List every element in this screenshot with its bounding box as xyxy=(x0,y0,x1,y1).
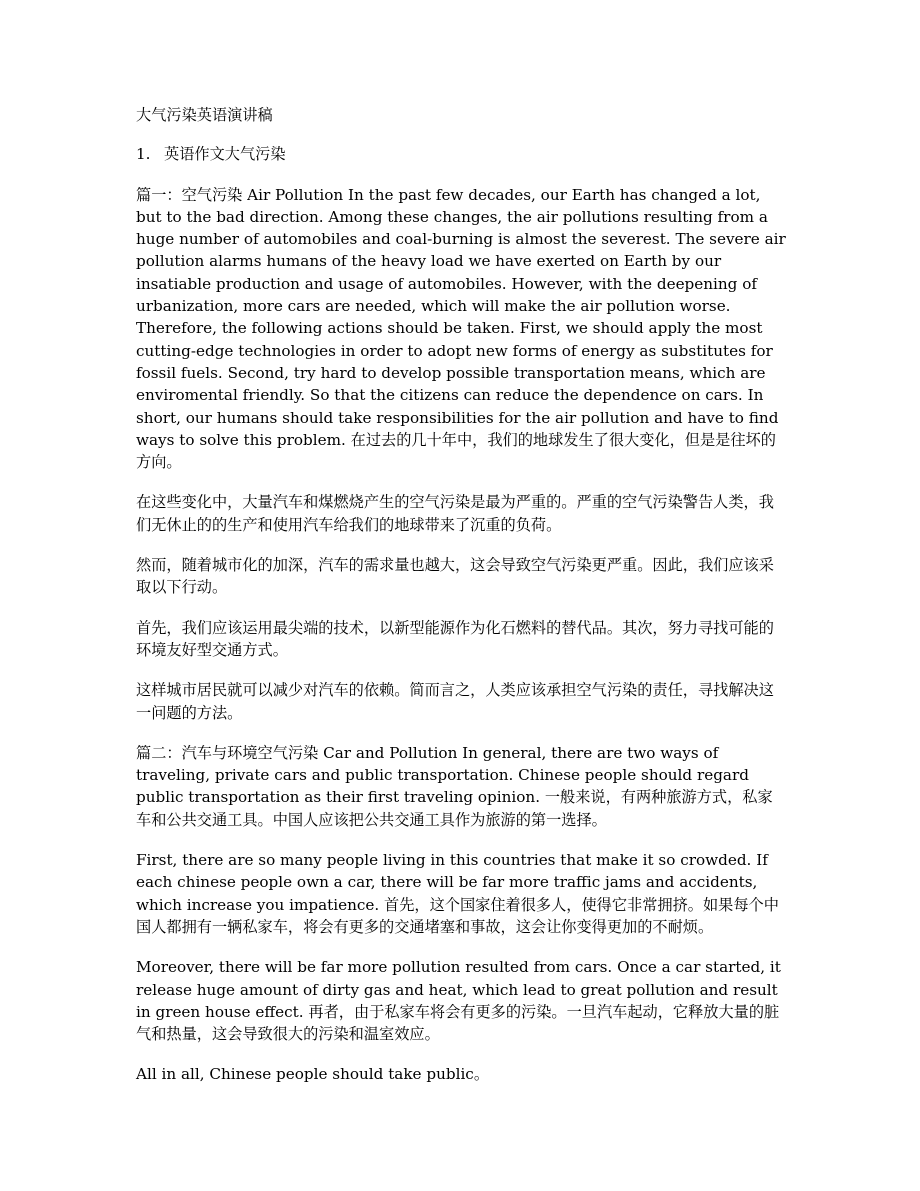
document-page xyxy=(136,104,786,1104)
paragraph-essay-two-first: First, there are so many people living in this countries that make it so crowded. If each chinese people own a car, there will be far more traffic jams and accidents, which increase you impatience. 首先，这个国家住着很多人，使得它非常拥挤。如果每个中国人都拥有一辆私家车，将会有更多的交通堵塞和事故，这会让你变得更加的不耐烦。 xyxy=(136,851,779,936)
section-heading-text: 英语作文大气污染 xyxy=(164,145,286,164)
paragraph-essay-one-intro: 篇一：空气污染 Air Pollution In the past few decades, our Earth has changed a lot, but to the bad direction. Among these changes, the air pollutions resulting from a huge number of automobiles and coal-burning is almost the severest. The severe air pollution alarms humans of the heavy load we have exerted on Earth by our insatiable production and usage of automobiles. However, with the deepening of urbanization, more cars are needed, which will make the air pollution worse. Therefore, the following actions should be taken. First, we should apply the most cutting-edge technologies in order to adopt new forms of energy as substitutes for fossil fuels. Second, try hard to develop possible transportation means, which are enviromental friendly. So that the citizens can reduce the dependence on cars. In short, our humans should take responsibilities for the air pollution and have to find ways to solve this problem. 在过去的几十年中，我们的地球发生了很大变化，但是是往坏的方向。 xyxy=(136,185,786,472)
paragraph-essay-one-urbanization: 然而，随着城市化的加深，汽车的需求量也越大，这会导致空气污染更严重。因此，我们应该采取以下行动。 xyxy=(136,556,774,597)
paragraph-essay-one-actions: 首先，我们应该运用最尖端的技术，以新型能源作为化石燃料的替代品。其次，努力寻找可能的环境友好型交通方式。 xyxy=(136,618,774,659)
paragraph-essay-one-changes: 在这些变化中，大量汽车和煤燃烧产生的空气污染是最为严重的。严重的空气污染警告人类，我们无休止的的生产和使用汽车给我们的地球带来了沉重的负荷。 xyxy=(136,493,774,534)
document-title: 大气污染英语演讲稿 xyxy=(136,106,273,124)
paragraph-essay-two-moreover: Moreover, there will be far more pollution resulted from cars. Once a car started, it release huge amount of dirty gas and heat, which lead to great pollution and result in green house effect. 再者，由于私家车将会有更多的污染。一旦汽车起动，它释放大量的脏气和热量，这会导致很大的污染和温室效应。 xyxy=(136,958,781,1044)
paragraph-essay-two-intro: 篇二：汽车与环境空气污染 Car and Pollution In general, there are two ways of traveling, private cars and public transportation. Chinese people should regard public transportation as their first traveling opinion. 一般来说，有两种旅游方式，私家车和公共交通工具。中国人应该把公共交通工具作为旅游的第一选择。 xyxy=(136,743,773,829)
section-heading xyxy=(136,143,786,165)
section-number: 1. xyxy=(136,145,151,164)
paragraph-essay-one-conclusion: 这样城市居民就可以减少对汽车的依赖。简而言之，人类应该承担空气污染的责任，寻找解决这一问题的方法。 xyxy=(136,681,774,722)
paragraph-essay-two-conclusion: All in all, Chinese people should take public。 xyxy=(136,1065,490,1084)
